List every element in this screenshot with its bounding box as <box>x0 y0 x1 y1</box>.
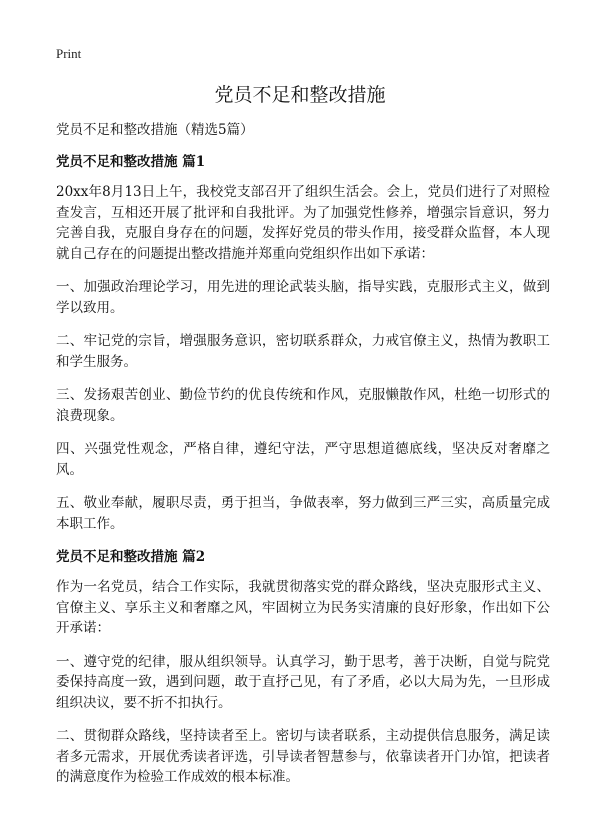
paragraph: 三、发扬艰苦创业、勤俭节约的优良传统和作风，克服懒散作风，杜绝一切形式的浪费现象。 <box>56 387 550 424</box>
print-label: Print <box>56 46 82 61</box>
paragraph: 二、牢记党的宗旨，增强服务意识，密切联系群众，力戒官僚主义，热情为教职工和学生服务。 <box>56 333 550 370</box>
paragraph: 20xx年8月13日上午，我校党支部召开了组织生活会。会上，党员们进行了对照检查发言，互相还开展了批评和自我批评。为了加强党性修养，增强宗旨意识，努力完善自我，克服自身存在的问题，发挥好党员的带头作用，接受群众监督，本人现就自己存在的问题提出整改措施并郑重向党组织作出如下承诺： <box>56 184 550 262</box>
paragraph: 二、贯彻群众路线，坚持读者至上。密切与读者联系，主动提供信息服务，满足读者多元需求，开展优秀读者评选，引导读者智慧参与，依靠读者开门办馆，把读者的满意度作为检验工作成效的根本标准。 <box>56 728 550 785</box>
document-subtitle: 党员不足和整改措施（精选5篇） <box>56 122 254 138</box>
paragraph: 一、加强政治理论学习，用先进的理论武装头脑，指导实践，克服形式主义，做到学以致用。 <box>56 279 550 316</box>
document-title: 党员不足和整改措施 <box>214 84 386 106</box>
section-heading: 党员不足和整改措施 篇2 <box>56 549 206 565</box>
section-1 <box>56 152 550 534</box>
paragraph: 五、敬业奉献，履职尽责，勇于担当，争做表率，努力做到三严三实，高质量完成本职工作。 <box>56 495 550 532</box>
paragraph: 四、兴强党性观念，严格自律，遵纪守法，严守思想道德底线，坚决反对奢靡之风。 <box>56 441 550 478</box>
paragraph: 作为一名党员，结合工作实际，我就贯彻落实党的群众路线，坚决克服形式主义、官僚主义、享乐主义和奢靡之风，牢固树立为民务实清廉的良好形象，作出如下公开承诺： <box>56 579 550 636</box>
document-body <box>56 120 550 801</box>
paragraph: 一、遵守党的纪律，服从组织领导。认真学习，勤于思考，善于决断，自觉与院党委保持高度一致，遇到问题，敢于直抒己见，有了矛盾，必以大局为先，一旦形成组织决议，要不折不扣执行。 <box>56 653 550 711</box>
section-2 <box>56 547 550 788</box>
section-heading: 党员不足和整改措施 篇1 <box>56 154 206 170</box>
